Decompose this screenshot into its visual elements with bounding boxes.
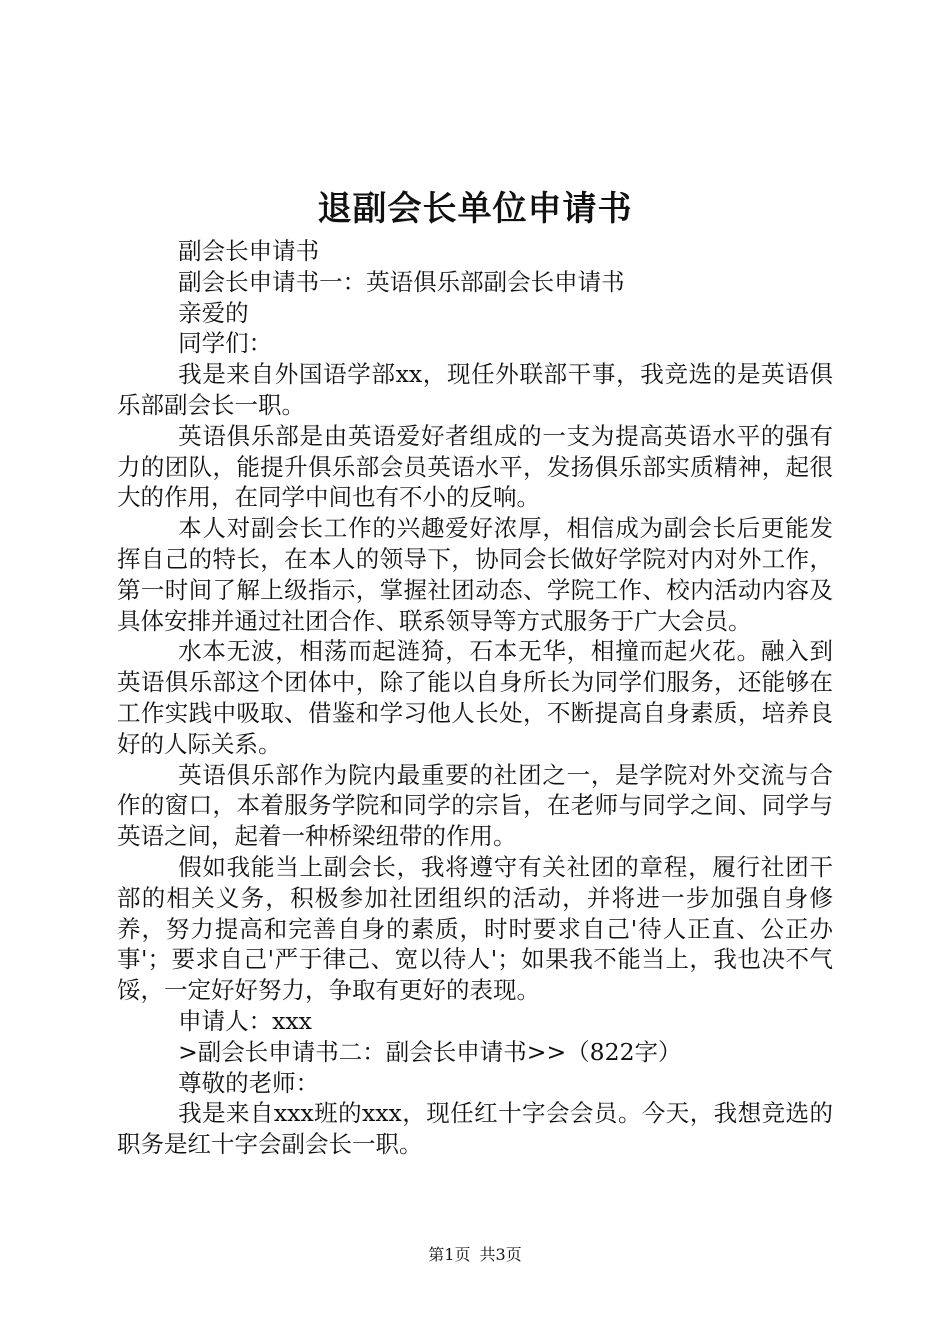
paragraph: 水本无波，相荡而起涟猗，石本无华，相撞而起火花。融入到英语俱乐部这个团体中，除了能以自身所长为同学们服务，还能够在工作实践中吸取、借鉴和学习他人长处，不断提高自身素质，培养良好的人际关系。 [117, 637, 833, 758]
paragraph: 申请人：xxx [178, 1006, 312, 1035]
paragraph: >副会长申请书二：副会长申请书>>（822字） [178, 1037, 682, 1066]
paragraph: 副会长申请书 [178, 237, 320, 265]
paragraph: 尊敬的老师： [178, 1068, 320, 1097]
paragraph: 英语俱乐部作为院内最重要的社团之一，是学院对外交流与合作的窗口，本着服务学院和同学的宗旨，在老师与同学之间、同学与英语之间，起着一种桥梁纽带的作用。 [117, 760, 833, 851]
paragraph: 同学们： [178, 329, 273, 358]
paragraph: 假如我能当上副会长，我将遵守有关社团的章程，履行社团干部的相关义务，积极参加社团组织的活动，并将进一步加强自身修养，努力提高和完善自身的素质，时时要求自己'待人正直、公正办事'；要求自己'严于律己、宽以待人'；如果我不能当上，我也决不气馁，一定好好努力，争取有更好的表现。 [117, 852, 833, 1005]
paragraph: 亲爱的 [178, 298, 249, 327]
paragraph: 副会长申请书一：英语俱乐部副会长申请书 [178, 267, 625, 296]
paragraph: 英语俱乐部是由英语爱好者组成的一支为提高英语水平的强有力的团队，能提升俱乐部会员英语水平，发扬俱乐部实质精神，起很大的作用，在同学中间也有不小的反响。 [117, 421, 833, 512]
page-total: 共3页 [479, 1245, 522, 1264]
page-number: 第1页 [428, 1245, 471, 1264]
paragraph: 我是来自xxx班的xxx，现任红十字会会员。今天，我想竞选的职务是红十字会副会长一职。 [117, 1099, 833, 1159]
document-body [117, 236, 833, 1160]
paragraph: 我是来自外国语学部xx，现任外联部干事，我竞选的是英语俱乐部副会长一职。 [117, 360, 833, 419]
document-title: 退副会长单位申请书 [317, 189, 633, 229]
paragraph: 本人对副会长工作的兴趣爱好浓厚，相信成为副会长后更能发挥自己的特长，在本人的领导下，协同会长做好学院对内对外工作，第一时间了解上级指示，掌握社团动态、学院工作、校内活动内容及具体安排并通过社团合作、联系领导等方式服务于广大会员。 [117, 514, 833, 635]
page-footer [0, 1244, 950, 1266]
